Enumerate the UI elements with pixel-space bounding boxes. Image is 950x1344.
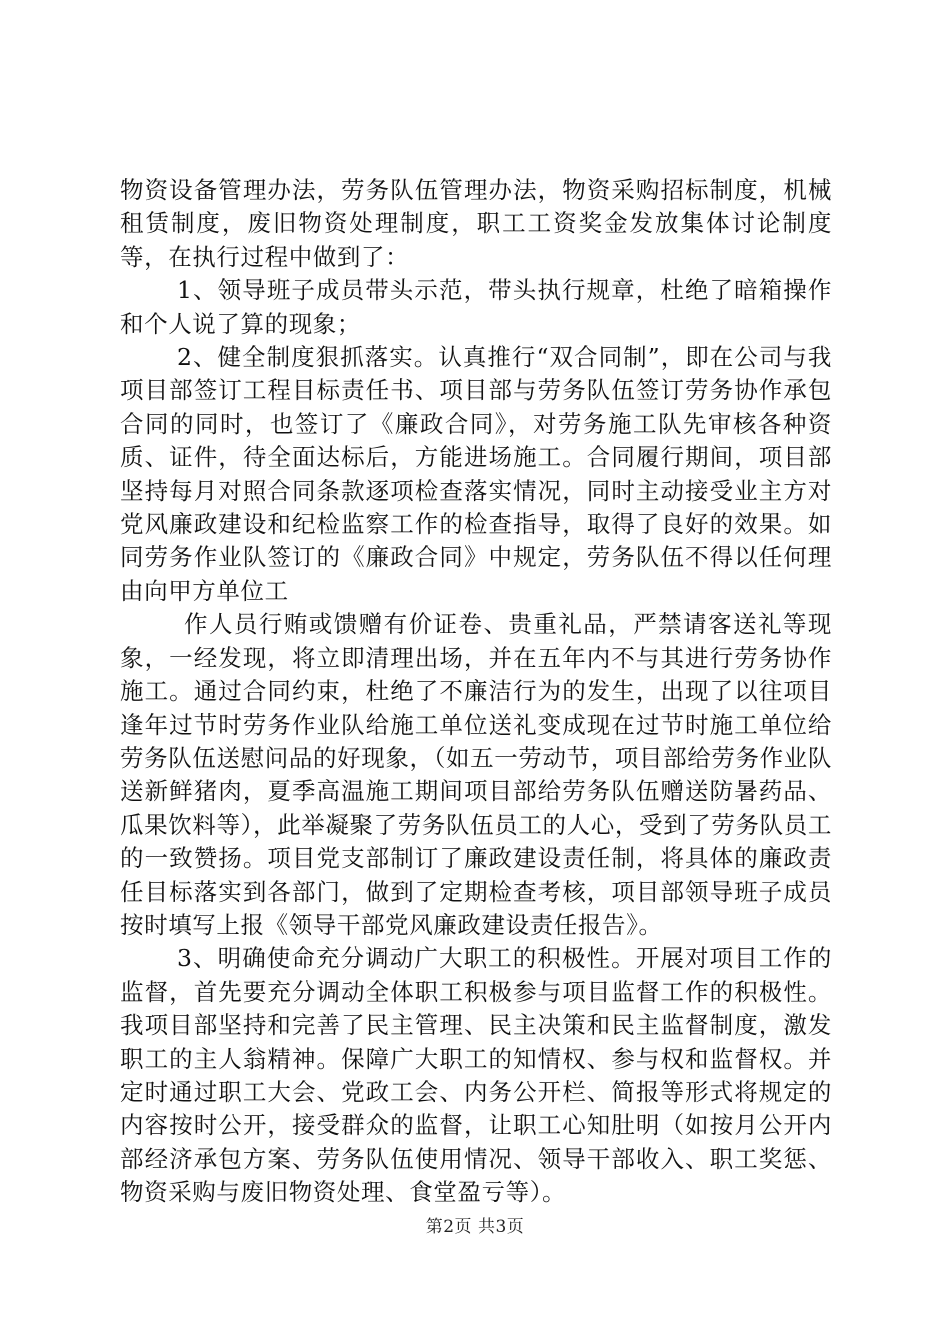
paragraph-item-2: 2、健全制度狠抓落实。认真推行“双合同制”，即在公司与我项目部签订工程目标责任书、项目部与劳务队伍签订劳务协作承包合同的同时，也签订了《廉政合同》，对劳务施工队先审核各种资质、证件，待全面达标后，方能进场施工。合同履行期间，项目部坚持每月对照合同条款逐项检查落实情况，同时主动接受业主方对党风廉政建设和纪检监察工作的检查指导，取得了良好的效果。如同劳务作业队签订的《廉政合同》中规定，劳务队伍不得以任何理由向甲方单位工 [120, 343, 832, 605]
paragraph-intro: 物资设备管理办法，劳务队伍管理办法，物资采购招标制度，机械租赁制度，废旧物资处理制度，职工工资奖金发放集体讨论制度等，在执行过程中做到了： [120, 176, 832, 271]
paragraph-item-1: 1、领导班子成员带头示范，带头执行规章，杜绝了暗箱操作和个人说了算的现象； [120, 276, 832, 338]
paragraph-item-3: 3、明确使命充分调动广大职工的积极性。开展对项目工作的监督，首先要充分调动全体职工积极参与项目监督工作的积极性。我项目部坚持和完善了民主管理、民主决策和民主监督制度，激发职工的主人翁精神。保障广大职工的知情权、参与权和监督权。并定时通过职工大会、党政工会、内务公开栏、简报等形式将规定的内容按时公开，接受群众的监督，让职工心知肚明（如按月公开内部经济承包方案、劳务队伍使用情况、领导干部收入、职工奖惩、物资采购与废旧物资处理、食堂盈亏等）。 [120, 944, 832, 1207]
paragraph-item-2-continued: 作人员行贿或馈赠有价证卷、贵重礼品，严禁请客送礼等现象，一经发现，将立即清理出场，并在五年内不与其进行劳务协作施工。通过合同约束，杜绝了不廉洁行为的发生，出现了以往项目逢年过节时劳务作业队给施工单位送礼变成现在过节时施工单位给劳务队伍送慰问品的好现象，（如五一劳动节，项目部给劳务作业队送新鲜猪肉，夏季高温施工期间项目部给劳务队伍赠送防暑药品、瓜果饮料等），此举凝聚了劳务队伍员工的人心，受到了劳务队员工的一致赞扬。项目党支部制订了廉政建设责任制，将具体的廉政责任目标落实到各部门，做到了定期检查考核，项目部领导班子成员按时填写上报《领导干部党风廉政建设责任报告》。 [120, 610, 832, 939]
document-body [120, 174, 832, 1210]
page-number-footer: 第2页 共3页 [425, 1217, 525, 1237]
